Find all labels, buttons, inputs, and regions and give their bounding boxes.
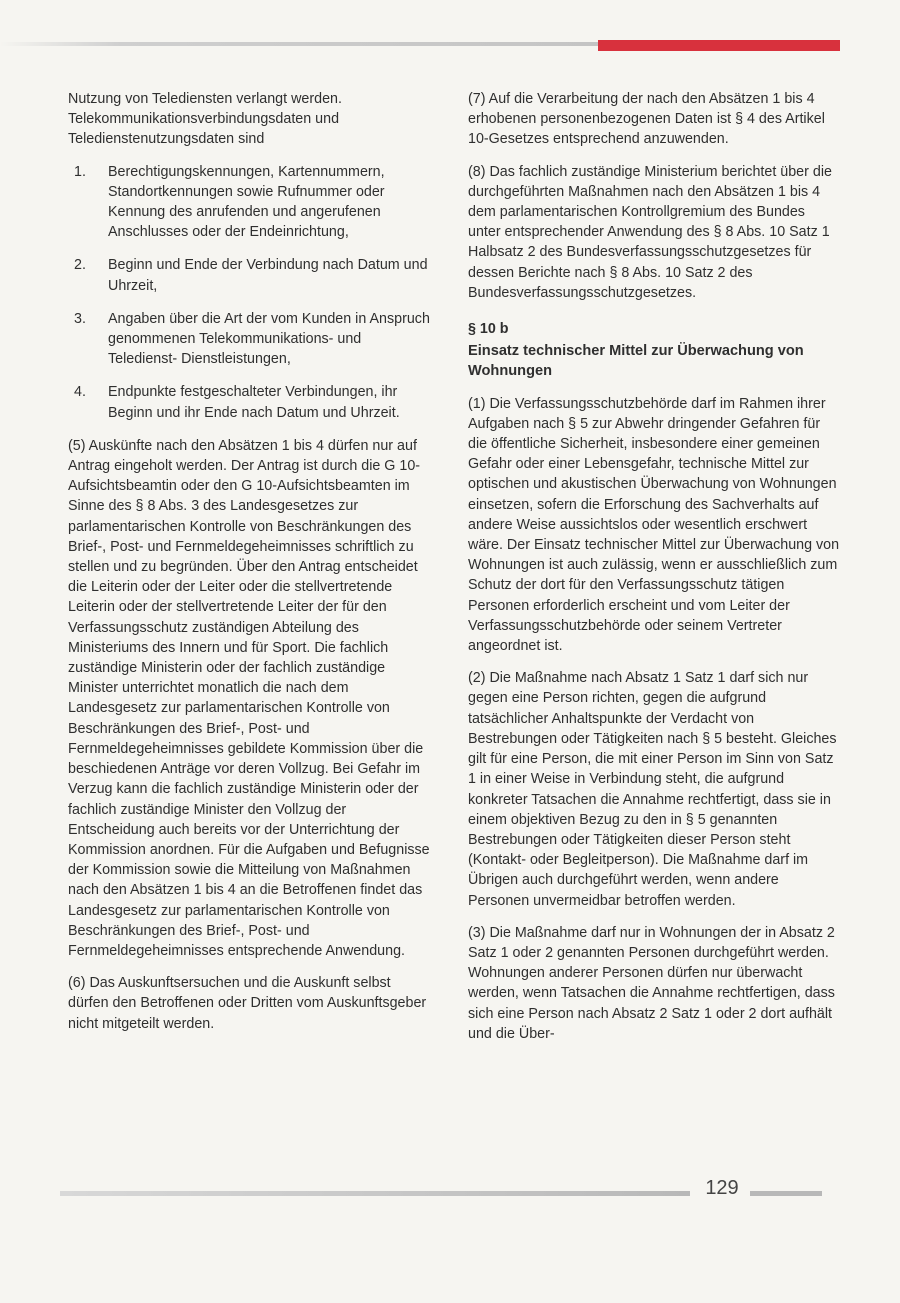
list-item [68, 255, 434, 295]
intro-paragraph: Nutzung von Telediensten verlangt werden. Telekommunikationsverbindungsdaten und Teledienstenutzungsdaten sind [68, 91, 342, 148]
list-item-text: Endpunkte festgeschalteter Verbindungen, ihr Beginn und ihr Ende nach Datum und Uhrzeit. [108, 384, 400, 421]
section-paragraph-2: (2) Die Maßnahme nach Absatz 1 Satz 1 darf sich nur gegen eine Person richten, gegen die aufgrund tatsächlicher Anhaltspunkte der Verdacht von Bestrebungen oder Tätigkeiten nach § 5 besteht. Gleiches gilt für eine Person, die mit einer Person im Sinn von Satz 1 in einer Weise in Verbindung steht, die aufgrund konkreter Tatsachen die Annahme rechtfertigt, dass sie in einem objektiven Bezug zu den in § 5 genannten Bestrebungen oder Tätigkeiten dieser Person steht (Kontakt- oder Begleitperson). Die Maßnahme darf im Übrigen auch durchgeführt werden, wenn andere Personen unvermeidbar betroffen werden. [468, 670, 837, 909]
paragraph-6: (6) Das Auskunftsersuchen und die Auskunft selbst dürfen den Betroffenen oder Dritten vom Auskunftsgeber nicht mitgeteilt werden. [68, 975, 427, 1032]
section-paragraph-1: (1) Die Verfassungsschutzbehörde darf im Rahmen ihrer Aufgaben nach § 5 zur Abwehr dringender Gefahren für die öffentliche Sicherheit, insbesondere einer gemeinen Gefahr oder einer Lebensgefahr, technische Mittel zur optischen und akustischen Überwachung von Wohnungen einsetzen, sofern die Erforschung des Sachverhalts auf andere Weise aussichtslos oder wesentlich erschwert wäre. Der Einsatz technischer Mittel zur Überwachung von Wohnungen ist auch zulässig, wenn er ausschließlich zum Schutz der dort für den Verfassungsschutz tätigen Personen erforderlich erscheint und vom Leiter der Verfassungsschutzbehörde oder seinem Vertreter angeordnet ist. [468, 395, 840, 655]
list-item-number: 1. [74, 163, 86, 180]
footer-rule [60, 1191, 690, 1196]
list-item-number: 2. [74, 257, 86, 274]
list-item-text: Berechtigungskennungen, Kartennummern, Standortkennungen sowie Rufnummer oder Kennung des anrufenden und angerufenen Anschlusses oder der Endeinrichtung, [108, 163, 385, 241]
paragraph-7: (7) Auf die Verarbeitung der nach den Absätzen 1 bis 4 erhobenen personenbezogenen Daten ist § 4 des Artikel 10-Gesetzes entsprechend anzuwenden. [468, 91, 825, 148]
footer-rule-tail [750, 1191, 822, 1196]
list-item [68, 162, 434, 243]
page-number: 129 [705, 1177, 739, 1199]
list-item-text: Beginn und Ende der Verbindung nach Datum und Uhrzeit, [108, 257, 428, 294]
header-accent-bar [598, 40, 840, 51]
list-item-number: 3. [74, 310, 86, 327]
list-item-number: 4. [74, 384, 86, 401]
list-item-text: Angaben über die Art der vom Kunden in Anspruch genommenen Telekommunikations- und Teledienst- Dienstleistungen, [108, 310, 430, 368]
right-column [468, 89, 840, 1056]
data-list [68, 162, 434, 423]
paragraph-8: (8) Das fachlich zuständige Ministerium berichtet über die durchgeführten Maßnahmen nach den Absätzen 1 bis 4 dem parlamentarischen Kontrollgremium des Bundes unter entsprechender Anwendung des § 8 Abs. 10 Satz 1 Halbsatz 2 des Bundesverfassungsschutzgesetzes für dessen Berichte nach § 8 Abs. 10 Satz 2 des Bundesverfassungsschutzgesetzes. [468, 163, 832, 301]
section-number: § 10 b [468, 321, 509, 338]
list-item [68, 309, 434, 370]
section-title: Einsatz technischer Mittel zur Überwachung von Wohnungen [468, 343, 804, 380]
list-item [68, 382, 434, 422]
left-column [68, 89, 434, 1046]
section-paragraph-3: (3) Die Maßnahme darf nur in Wohnungen der in Absatz 2 Satz 1 oder 2 genannten Personen durchgeführt werden. Wohnungen anderer Personen dürfen nur überwacht werden, wenn Tatsachen die Annahme rechtfertigen, dass sich eine Person nach Absatz 2 Satz 1 oder 2 dort aufhält und die Über- [468, 924, 835, 1042]
paragraph-5: (5) Auskünfte nach den Absätzen 1 bis 4 dürfen nur auf Antrag eingeholt werden. Der Antrag ist durch die G 10- Aufsichtsbeamtin oder den G 10-Aufsichtsbeamten im Sinne des § 8 Abs. 3 des Landesgesetzes zur parlamentarischen Kontrolle von Beschränkungen des Brief-, Post- und Fernmeldegeheimnisses schriftlich zu stellen und zu begründen. Über den Antrag entscheidet die Leiterin oder der Leiter oder die stellvertretende Leiterin oder der stellvertretende Leiter der für den Verfassungsschutz zuständigen Abteilung des Ministeriums des Innern und für Sport. Die fachlich zuständige Ministerin oder der fachlich zuständige Minister unterrichtet monatlich die nach dem Landesgesetz zur parlamentarischen Kontrolle von Beschränkungen des Brief-, Post- und Fernmeldegeheimnisses gebildete Kommission über die beschiedenen Anträge vor deren Vollzug. Bei Gefahr im Verzug kann die fachlich zuständige Ministerin oder der fachlich zuständige Minister den Vollzug der Entscheidung auch bereits vor der Unterrichtung der Kommission anordnen. Für die Aufgaben und Befugnisse der Kommission sowie die Mitteilung von Maßnahmen nach den Absätzen 1 bis 4 an die Betroffenen findet das Landesgesetz zur parlamentarischen Kontrolle von Beschränkungen des Brief-, Post- und Fernmeldegeheimnisses entsprechende Anwendung. [68, 437, 430, 959]
header-rule [0, 42, 598, 46]
